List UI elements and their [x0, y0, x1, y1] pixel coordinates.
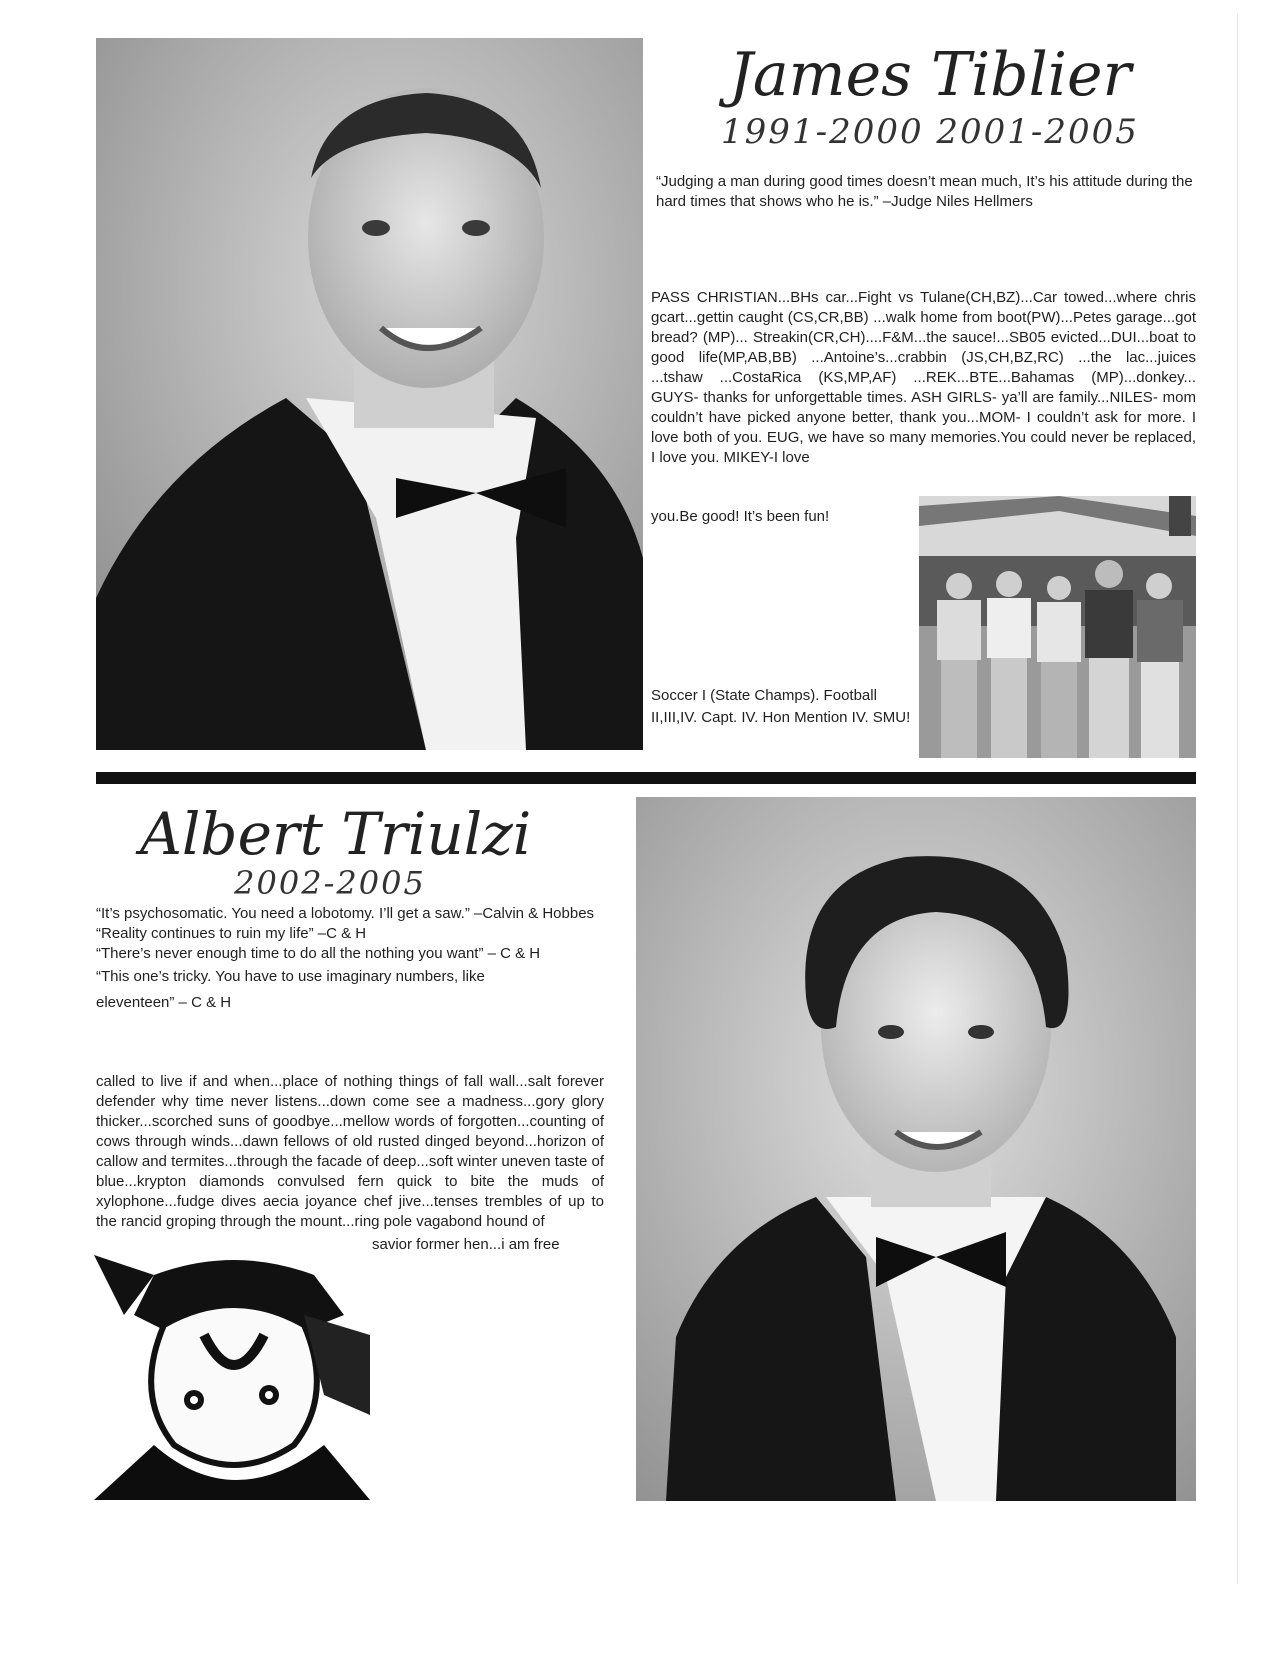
memories-james: PASS CHRISTIAN...BHs car...Fight vs Tulane(CH,BZ)...Car towed...where chris gcart...gettin caught (CS,CR,BB) ...walk home from boot(PW)...Petes garage...got bread? (MP)... Streakin(CR,CH)....F&M...the sauce!...SB05 evicted...DUI...boat to good life(MP,AB,BB) ...Antoine’s...crabbin (JS,CH,BZ,RC) ...the lac...juices ...tshaw ...CostaRica (KS,MP,AF) ...REK...BTE...Bahamas (MP)...donkey... GUYS- thanks for unforgettable times. ASH GIRLS- ya’ll are family...NILES- mom couldn’t have picked anyone better, thank you...MOM- I couldn’t ask for more. I love both of you. EUG, we have so many memories.You could never be replaced, I love you. MIKEY-I love — [651, 289, 1196, 466]
quotes-albert — [96, 904, 616, 1016]
poem-albert: called to live if and when...place of nothing things of fall wall...salt forever defender why time never listens...down come see a madness...gory glory thicker...scorched suns of goodbye...mellow words of forgotten...counting of cows through winds...dawn fellows of old rusted dinged beyond...horizon of callow and termites...through the facade of deep...soft winter uneven taste of blue...krypton diamonds convulsed fern quick to bite the muds of xylophone...fudge dives aecia joyance chef jive...tenses trembles of up to the rancid groping through the mount...ring pole vagabond hound of — [96, 1073, 604, 1230]
activities-james: Soccer I (State Champs). Football II,III,IV. Capt. IV. Hon Mention IV. SMU! — [651, 687, 911, 726]
section-divider — [96, 772, 1196, 784]
quote-line: “This one’s tricky. You have to use imaginary numbers, like eleventeen” – C & H — [96, 968, 485, 1011]
quote-james: “Judging a man during good times doesn’t mean much, It’s his attitude during the hard times that shows who he is.” –Judge Niles Hellmers — [656, 173, 1193, 210]
student-years-james: 1991-2000 2001-2005 — [721, 112, 1139, 152]
page-edge — [1237, 14, 1238, 1584]
quote-line: “There’s never enough time to do all the nothing you want” – C & H — [96, 945, 541, 962]
quote-line: “Reality continues to ruin my life” –C & H — [96, 925, 367, 942]
memories-end-james: you.Be good! It’s been fun! — [651, 508, 830, 525]
student-name-james: James Tiblier — [728, 40, 1132, 110]
upside-down-photo — [94, 1255, 370, 1500]
student-name-albert: Albert Triulzi — [140, 800, 532, 868]
quote-line: “It’s psychosomatic. You need a lobotomy. I’ll get a saw.” –Calvin & Hobbes — [96, 905, 595, 922]
group-photo-friends — [919, 496, 1196, 758]
student-years-albert: 2002-2005 — [234, 864, 426, 902]
portrait-photo-james — [96, 38, 643, 750]
portrait-photo-albert — [636, 797, 1196, 1501]
poem-end-albert: savior former hen...i am free — [372, 1236, 560, 1253]
